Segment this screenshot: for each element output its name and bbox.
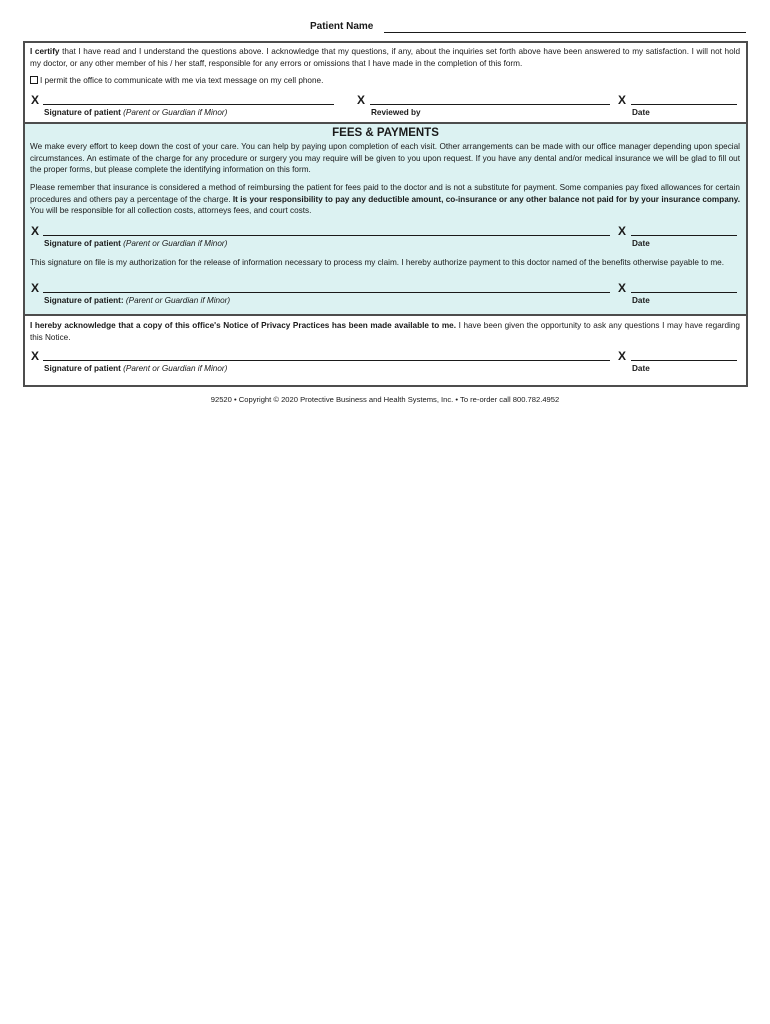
- patient-name-field[interactable]: [384, 32, 746, 33]
- reviewed-by-label: Reviewed by: [371, 108, 421, 117]
- privacy-text: I have been given the opportunity to ask any questions I may have regarding this Notice.: [30, 321, 740, 342]
- date-label: Date: [632, 364, 650, 373]
- x-mark: X: [31, 281, 40, 295]
- patient-signature-line[interactable]: [43, 235, 610, 236]
- x-mark: X: [618, 224, 627, 238]
- patient-signature-line[interactable]: [43, 292, 610, 293]
- reviewed-by-line[interactable]: [370, 104, 610, 105]
- signature-note: (Parent or Guardian if Minor): [123, 108, 228, 117]
- authorization-paragraph: This signature on file is my authorization for the release of information necessary to process my claim. I hereby authorize payment to this doctor named of the benefits otherwise payable to me.: [30, 258, 725, 267]
- signature-note: (Parent or Guardian if Minor): [123, 239, 228, 248]
- privacy-lead: I hereby acknowledge that a copy of this office's Notice of Privacy Practices has been made available to me.: [30, 321, 456, 330]
- date-label: Date: [632, 108, 650, 117]
- patient-name-row: [0, 20, 770, 36]
- signature-label: Signature of patient (Parent or Guardian if Minor): [44, 108, 228, 117]
- date-label: Date: [632, 239, 650, 248]
- date-line[interactable]: [631, 360, 737, 361]
- x-mark: X: [31, 93, 40, 107]
- fees-heading: FEES & PAYMENTS: [332, 127, 439, 139]
- patient-name-label: Patient Name: [310, 21, 374, 32]
- date-line[interactable]: [631, 292, 737, 293]
- fees-payments-section: [23, 122, 748, 316]
- x-mark: X: [618, 281, 627, 295]
- x-mark: X: [618, 93, 627, 107]
- certify-lead: I certify: [30, 47, 60, 56]
- signature-label: Signature of patient (Parent or Guardian if Minor): [44, 364, 228, 373]
- patient-signature-line[interactable]: [43, 360, 610, 361]
- privacy-section: [23, 314, 748, 387]
- fees-paragraph-1: We make every effort to keep down the cost of your care. You can help by paying upon completion of each visit. Other arrangements can be made with our office manager depending upon special circumstances. An estimate of the charge for any procedure or surgery you may require will be given to you upon request. If you have any dental and/or medical insurance we will be glad to fill out the proper forms, but please complete the identifying information on this form.: [30, 142, 740, 174]
- signature-label: Signature of patient: (Parent or Guardian if Minor): [44, 296, 231, 305]
- certify-paragraph: [30, 46, 740, 69]
- certify-text: that I have read and I understand the questions above. I acknowledge that my questions, if any, about the inquiries set forth above have been answered to my satisfaction. I will not hold my doctor, or any other member of his / her staff, responsible for any errors or omissions that I have made in the completion of this form.: [30, 47, 741, 68]
- x-mark: X: [357, 93, 366, 107]
- signature-note: (Parent or Guardian if Minor): [123, 364, 228, 373]
- date-line[interactable]: [631, 104, 737, 105]
- text-consent-checkbox[interactable]: [30, 76, 38, 84]
- x-mark: X: [31, 224, 40, 238]
- signature-label: Signature of patient (Parent or Guardian if Minor): [44, 239, 228, 248]
- certification-section: [23, 41, 748, 124]
- patient-signature-line[interactable]: [43, 104, 334, 105]
- date-label: Date: [632, 296, 650, 305]
- x-mark: X: [618, 349, 627, 363]
- text-consent-row: [30, 76, 323, 85]
- date-line[interactable]: [631, 235, 737, 236]
- privacy-paragraph: [30, 320, 740, 343]
- signature-note: (Parent or Guardian if Minor): [125, 296, 231, 305]
- x-mark: X: [31, 349, 40, 363]
- text-consent-label: I permit the office to communicate with me via text message on my cell phone.: [40, 76, 324, 85]
- fees-paragraph-2: Please remember that insurance is considered a method of reimbursing the patient for fees paid to the doctor and is not a substitute for payment. Some companies pay fixed allowances for certain procedures and others pay a percentage of the charge. It is your responsibility to pay any deductible amount, co-insurance or any other balance not paid for by your insurance company. You will be responsible for all collection costs, attorneys fees, and court costs.: [30, 183, 740, 215]
- footer-copyright: 92520 • Copyright © 2020 Protective Business and Health Systems, Inc. • To re-order call 800.782.4952: [210, 395, 560, 404]
- responsibility-statement: It is your responsibility to pay any deductible amount, co-insurance or any other balance not paid for by your insurance company.: [232, 194, 740, 204]
